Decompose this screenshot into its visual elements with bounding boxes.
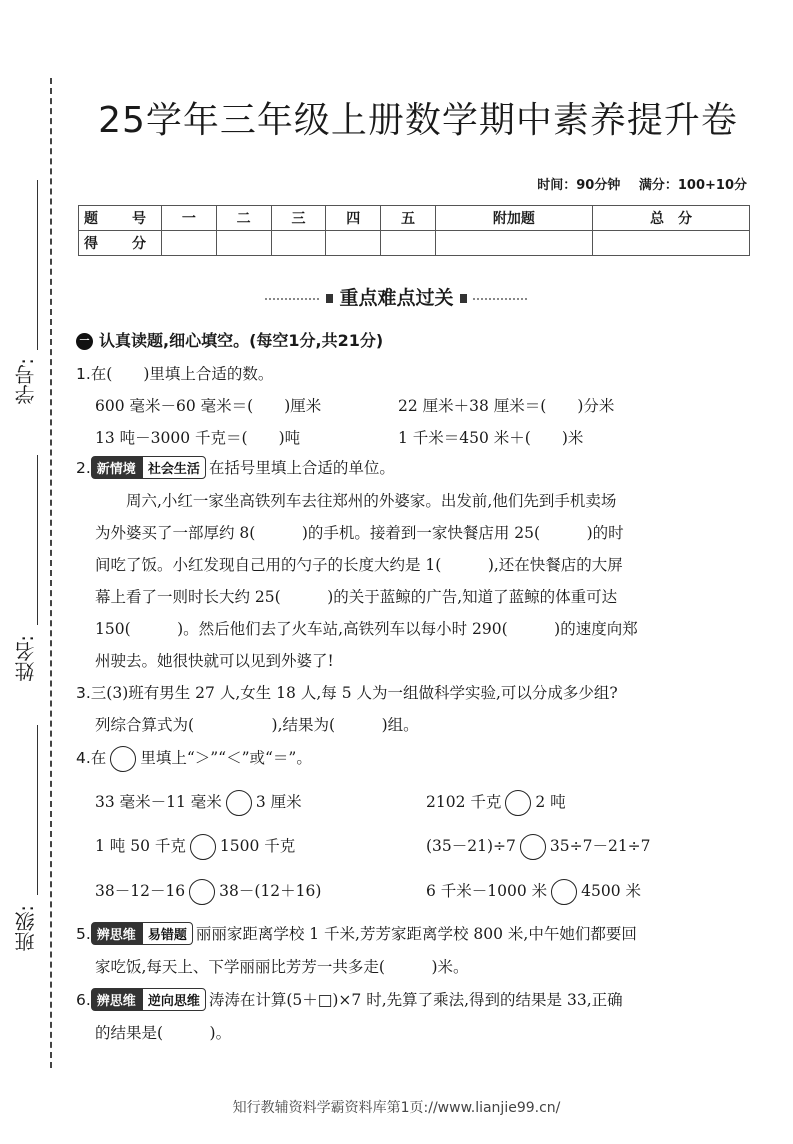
section-1-heading <box>76 328 383 351</box>
q2-paragraph-line[interactable]: 为外婆买了一部厚约 8( )的手机。接着到一家快餐店用 25( )的时 <box>95 524 624 542</box>
page-title: 25学年三年级上册数学期中素养提升卷 <box>98 100 738 141</box>
section-number-badge: 一 <box>76 333 93 350</box>
full-score: 满分：100+10分 <box>638 178 747 193</box>
tag-thinking: 辨思维 <box>91 988 142 1011</box>
banner-left-decoration <box>265 298 320 300</box>
q4-compare-item <box>95 834 295 860</box>
question-6-line-1 <box>76 988 623 1011</box>
score-header-cell: 五 <box>381 206 436 231</box>
score-header-cell: 三 <box>271 206 326 231</box>
q2-paragraph-line: 州驶去。她很快就可以见到外婆了! <box>95 652 334 670</box>
banner-right-decoration <box>473 298 528 300</box>
q4-compare-item <box>95 879 321 905</box>
score-cell[interactable] <box>271 231 326 256</box>
question-2-stem <box>76 456 395 479</box>
question-4-stem <box>76 746 312 772</box>
compare-right: 1500 千克 <box>219 837 296 855</box>
compare-left: (35－21)÷7 <box>426 837 516 855</box>
q2-paragraph-line[interactable]: 幕上看了一则时长大约 25( )的关于蓝鲸的广告,知道了蓝鲸的体重可达 <box>95 588 618 606</box>
compare-right: 2 吨 <box>535 793 566 811</box>
question-5-line-2[interactable]: 家吃饭,每天上、下学丽丽比芳芳一共多走( )米。 <box>95 958 469 976</box>
compare-right: 4500 米 <box>581 882 642 900</box>
q2-paragraph-line[interactable]: 150( )。然后他们去了火车站,高铁列车以每小时 290( )的速度向郑 <box>95 620 638 638</box>
question-number: 5. <box>76 925 91 943</box>
question-number: 6. <box>76 991 91 1009</box>
binding-dashed-line <box>50 78 52 1068</box>
question-text: 在 <box>90 749 107 767</box>
score-header-cell: 一 <box>162 206 217 231</box>
question-number: 1. <box>76 365 91 383</box>
q4-compare-item <box>95 790 302 816</box>
score-header-cell: 附加题 <box>435 206 592 231</box>
question-text: 涛涛在计算(5＋□)×7 时,先算了乘法,得到的结果是 33,正确 <box>208 991 623 1009</box>
score-cell[interactable] <box>162 231 217 256</box>
q2-paragraph-line[interactable]: 间吃了饭。小红发现自己用的勺子的长度大约是 1( ),还在快餐店的大屏 <box>95 556 623 574</box>
name-line[interactable] <box>37 455 38 625</box>
score-cell[interactable] <box>216 231 271 256</box>
score-header-cell: 二 <box>216 206 271 231</box>
question-text: 在( )里填上合适的数。 <box>90 365 274 383</box>
compare-circle[interactable] <box>226 790 252 816</box>
banner-right-square-icon <box>460 294 467 303</box>
score-header-cell: 四 <box>326 206 381 231</box>
q2-paragraph-line: 周六,小红一家坐高铁列车去往郑州的外婆家。出发前,他们先到手机卖场 <box>126 492 617 510</box>
tag-thinking: 辨思维 <box>91 922 142 945</box>
score-cell[interactable] <box>592 231 749 256</box>
compare-circle[interactable] <box>189 879 215 905</box>
q1-blank-c[interactable]: 13 吨－3000 千克＝( )吨 <box>95 429 301 447</box>
question-3-line-2[interactable]: 列综合算式为( ),结果为( )组。 <box>95 716 419 734</box>
score-table-header-row <box>79 206 750 231</box>
question-1-stem <box>76 362 273 384</box>
question-text: 丽丽家距离学校 1 千米,芳芳家距离学校 800 米,中午她们都要回 <box>195 925 637 943</box>
question-text: 在括号里填上合适的单位。 <box>208 459 395 477</box>
compare-right: 35÷7－21÷7 <box>549 837 651 855</box>
tag-error-prone: 易错题 <box>142 922 193 945</box>
compare-left: 6 千米－1000 米 <box>426 882 548 900</box>
banner-text: 重点难点过关 <box>339 287 454 309</box>
question-text: 三(3)班有男生 27 人,女生 18 人,每 5 人为一组做科学实验,可以分成多少组? <box>90 684 618 702</box>
compare-circle[interactable] <box>190 834 216 860</box>
compare-circle[interactable] <box>520 834 546 860</box>
compare-left: 38－12－16 <box>95 882 186 900</box>
page-footer: 知行教辅资料学霸资料库第1页://www.lianjie99.cn/ <box>232 1100 561 1116</box>
q4-compare-item <box>426 879 641 905</box>
q1-blank-a[interactable]: 600 毫米－60 毫米＝( )厘米 <box>95 397 322 415</box>
time-limit: 时间：90分钟 <box>537 178 621 193</box>
question-number: 4. <box>76 749 91 767</box>
score-header-cell: 总 分 <box>592 206 749 231</box>
student-id-label: 学号: <box>14 358 38 405</box>
student-id-line[interactable] <box>37 180 38 350</box>
name-label: 姓名: <box>14 635 38 682</box>
tag-social-life: 社会生活 <box>142 456 206 479</box>
score-cell[interactable] <box>326 231 381 256</box>
question-number: 3. <box>76 684 91 702</box>
compare-left: 1 吨 50 千克 <box>95 837 186 855</box>
question-number: 2. <box>76 459 91 477</box>
score-table <box>78 205 750 256</box>
score-header-cell: 题 号 <box>79 206 162 231</box>
q1-blank-d[interactable]: 1 千米＝450 米＋( )米 <box>398 429 584 447</box>
exam-meta <box>523 174 747 193</box>
compare-right: 38－(12＋16) <box>219 882 322 900</box>
compare-circle[interactable] <box>505 790 531 816</box>
score-cell[interactable] <box>435 231 592 256</box>
question-6-line-2[interactable]: 的结果是( )。 <box>95 1024 232 1042</box>
class-line[interactable] <box>37 725 38 895</box>
tag-new-context: 新情境 <box>91 456 142 479</box>
compare-circle[interactable] <box>551 879 577 905</box>
compare-left: 2102 千克 <box>426 793 502 811</box>
question-text: 里填上“＞”“＜”或“＝”。 <box>140 749 312 767</box>
score-row-label: 得 分 <box>79 231 162 256</box>
score-table-score-row <box>79 231 750 256</box>
question-5-line-1 <box>76 922 637 945</box>
class-label: 班级: <box>14 905 38 952</box>
circle-blank-icon <box>110 746 136 772</box>
q4-compare-item <box>426 834 651 860</box>
compare-left: 33 毫米－11 毫米 <box>95 793 222 811</box>
tag-reverse-thinking: 逆向思维 <box>142 988 206 1011</box>
question-3-line-1 <box>76 681 618 703</box>
compare-right: 3 厘米 <box>255 793 302 811</box>
q4-compare-item <box>426 790 566 816</box>
section-1-title: 认真读题,细心填空。(每空1分,共21分) <box>99 331 384 350</box>
banner-left-square-icon <box>326 294 333 303</box>
q1-blank-b[interactable]: 22 厘米＋38 厘米＝( )分米 <box>398 397 615 415</box>
section-banner <box>0 283 793 310</box>
score-cell[interactable] <box>381 231 436 256</box>
